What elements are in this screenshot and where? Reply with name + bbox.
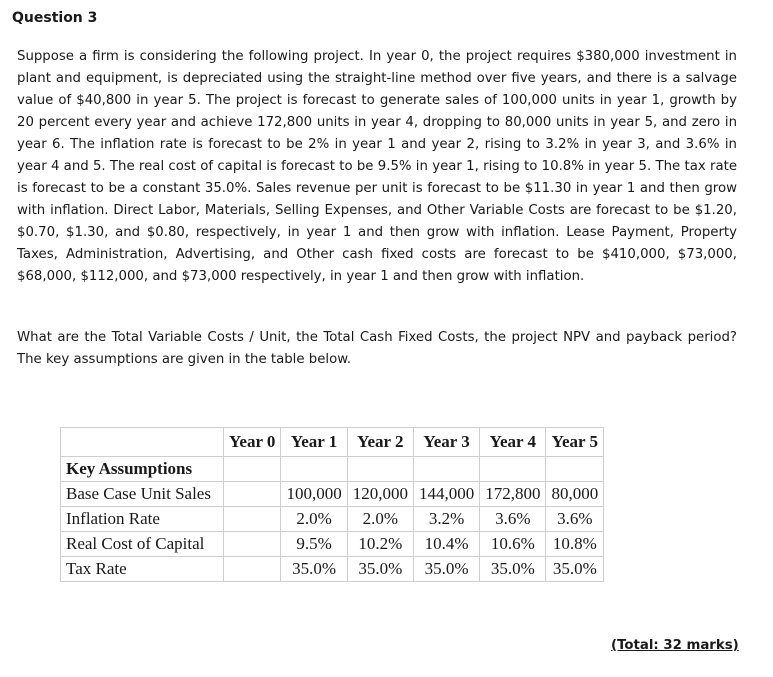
table-cell: 172,800 [480, 482, 546, 507]
table-cell: 120,000 [347, 482, 413, 507]
table-row [61, 532, 604, 557]
table-corner-cell [61, 428, 224, 457]
table-cell: 9.5% [281, 532, 347, 557]
question-prompt: What are the Total Variable Costs / Unit, the Total Cash Fixed Costs, the project NPV and payback period? The key assumptions are given in the table below. [17, 330, 737, 367]
table-cell: 2.0% [281, 507, 347, 532]
table-cell: 3.2% [413, 507, 479, 532]
row-label: Real Cost of Capital [61, 532, 224, 557]
header-year-5: Year 5 [546, 428, 604, 457]
table-cell [224, 557, 281, 582]
table-cell [224, 482, 281, 507]
row-label: Base Case Unit Sales [61, 482, 224, 507]
table-cell: 80,000 [546, 482, 604, 507]
table-row [61, 482, 604, 507]
section-label: Key Assumptions [61, 457, 224, 482]
table-cell: 35.0% [546, 557, 604, 582]
table-cell: 35.0% [480, 557, 546, 582]
table-cell: 10.6% [480, 532, 546, 557]
table-cell: 35.0% [413, 557, 479, 582]
header-year-1: Year 1 [281, 428, 347, 457]
key-assumptions-table [60, 427, 604, 582]
table-cell: 35.0% [281, 557, 347, 582]
table-cell: 10.8% [546, 532, 604, 557]
table-cell: 10.4% [413, 532, 479, 557]
header-year-2: Year 2 [347, 428, 413, 457]
table-cell [224, 532, 281, 557]
total-marks: (Total: 32 marks) [611, 638, 739, 653]
row-label: Tax Rate [61, 557, 224, 582]
table-cell: 100,000 [281, 482, 347, 507]
problem-description: Suppose a firm is considering the following project. In year 0, the project requires $380,000 investment in plant and equipment, is depreciated using the straight-line method over five years, and there is a salvage value of $40,800 in year 5. The project is forecast to generate sales of 100,000 units in year 1, growth by 20 percent every year and achieve 172,800 units in year 4, dropping to 80,000 units in year 5, and zero in year 6. The inflation rate is forecast to be 2% in year 1 and year 2, rising to 3.2% in year 3, and 3.6% in year 4 and 5. The real cost of capital is forecast to be 9.5% in year 1, rising to 10.8% in year 5. The tax rate is forecast to be a constant 35.0%. Sales revenue per unit is forecast to be $11.30 in year 1 and then grow with inflation. Direct Labor, Materials, Selling Expenses, and Other Variable Costs are forecast to be $1.20, $0.70, $1.30, and $0.80, respectively, in year 1 and then grow with inflation. Lease Payment, Property Taxes, Administration, Advertising, and Other cash fixed costs are forecast to be $410,000, $73,000, $68,000, $112,000, and $73,000 respectively, in year 1 and then grow with inflation. [17, 49, 737, 284]
table-cell: 35.0% [347, 557, 413, 582]
table-spacer-row [61, 457, 604, 482]
question-title: Question 3 [12, 10, 98, 26]
table-cell [224, 507, 281, 532]
header-year-4: Year 4 [480, 428, 546, 457]
table-cell: 144,000 [413, 482, 479, 507]
row-label: Inflation Rate [61, 507, 224, 532]
header-year-0: Year 0 [224, 428, 281, 457]
table-row [61, 557, 604, 582]
header-year-3: Year 3 [413, 428, 479, 457]
table-cell: 3.6% [546, 507, 604, 532]
table-cell: 3.6% [480, 507, 546, 532]
table-cell: 10.2% [347, 532, 413, 557]
table-row [61, 507, 604, 532]
table-header-row [61, 428, 604, 457]
table-cell: 2.0% [347, 507, 413, 532]
